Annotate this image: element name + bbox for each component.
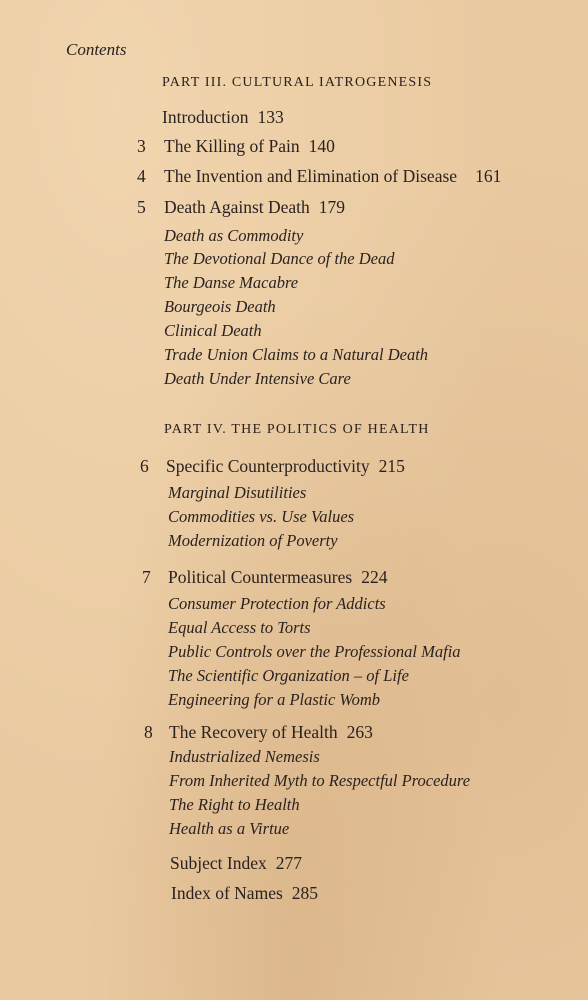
- toc-entry-chapter-3: [164, 136, 335, 157]
- chapter-number-8: 8: [144, 722, 153, 742]
- section-title: Death as Commodity: [164, 226, 304, 245]
- page-number: 133: [257, 107, 284, 127]
- toc-entry-chapter-4: [164, 166, 501, 187]
- chapter-number-3: 3: [137, 136, 146, 156]
- section-title: The Right to Health: [169, 795, 300, 814]
- entry-title: Introduction: [162, 107, 249, 127]
- section-title: Equal Access to Torts: [168, 618, 311, 637]
- section-title: Death Under Intensive Care: [164, 369, 351, 388]
- section-title: The Danse Macabre: [164, 273, 299, 292]
- section-title: The Scientific Organization – of Life: [168, 666, 409, 685]
- section-title: Engineering for a Plastic Womb: [168, 690, 381, 709]
- entry-title: The Killing of Pain: [164, 136, 300, 156]
- toc-entry-chapter-6: [166, 456, 405, 477]
- page-number: 215: [378, 456, 405, 476]
- section-title: Consumer Protection for Addicts: [168, 594, 386, 613]
- entry-title: The Invention and Elimination of Disease: [164, 166, 458, 186]
- page-number: 263: [346, 722, 373, 742]
- section-title: From Inherited Myth to Respectful Procedure: [169, 771, 471, 790]
- section-title: Modernization of Poverty: [168, 531, 338, 550]
- page-number: 179: [318, 197, 346, 217]
- entry-title: The Recovery of Health: [169, 722, 338, 742]
- chapter-number-6: 6: [140, 456, 149, 476]
- entry-title: Political Countermeasures: [168, 567, 353, 587]
- section-title: Health as a Virtue: [169, 819, 290, 838]
- toc-entry-chapter-5: [164, 197, 345, 218]
- entry-title: Death Against Death: [164, 197, 310, 217]
- page-number: 224: [361, 567, 388, 587]
- part-heading-4: PART IV. THE POLITICS OF HEALTH: [164, 422, 430, 437]
- section-title: Bourgeois Death: [164, 297, 276, 316]
- running-head: Contents: [66, 40, 127, 59]
- toc-entry-index-of-names: [171, 883, 318, 904]
- entry-title: Specific Counterproductivity: [166, 456, 370, 476]
- chapter-number-7: 7: [142, 567, 151, 587]
- section-title: The Devotional Dance of the Dead: [164, 249, 395, 268]
- toc-entry-chapter-8: [169, 722, 373, 743]
- section-title: Commodities vs. Use Values: [168, 507, 355, 526]
- chapter-number-5: 5: [137, 197, 146, 217]
- toc-entry-subject-index: [170, 853, 302, 874]
- page-number: 161: [475, 166, 502, 186]
- section-title: Marginal Disutilities: [168, 483, 307, 502]
- entry-title: Index of Names: [171, 883, 283, 903]
- part-heading-3: PART III. CULTURAL IATROGENESIS: [162, 75, 433, 90]
- toc-entry-chapter-7: [168, 567, 387, 588]
- chapter-number-4: 4: [137, 166, 146, 186]
- section-title: Trade Union Claims to a Natural Death: [164, 345, 429, 364]
- section-title: Public Controls over the Professional Mafia: [168, 642, 461, 661]
- page-number: 277: [275, 853, 302, 873]
- page-number: 285: [291, 883, 319, 903]
- section-title: Clinical Death: [164, 321, 262, 340]
- toc-entry-introduction: [162, 107, 284, 128]
- entry-title: Subject Index: [170, 853, 267, 873]
- page-number: 140: [308, 136, 335, 156]
- section-title: Industrialized Nemesis: [169, 747, 320, 766]
